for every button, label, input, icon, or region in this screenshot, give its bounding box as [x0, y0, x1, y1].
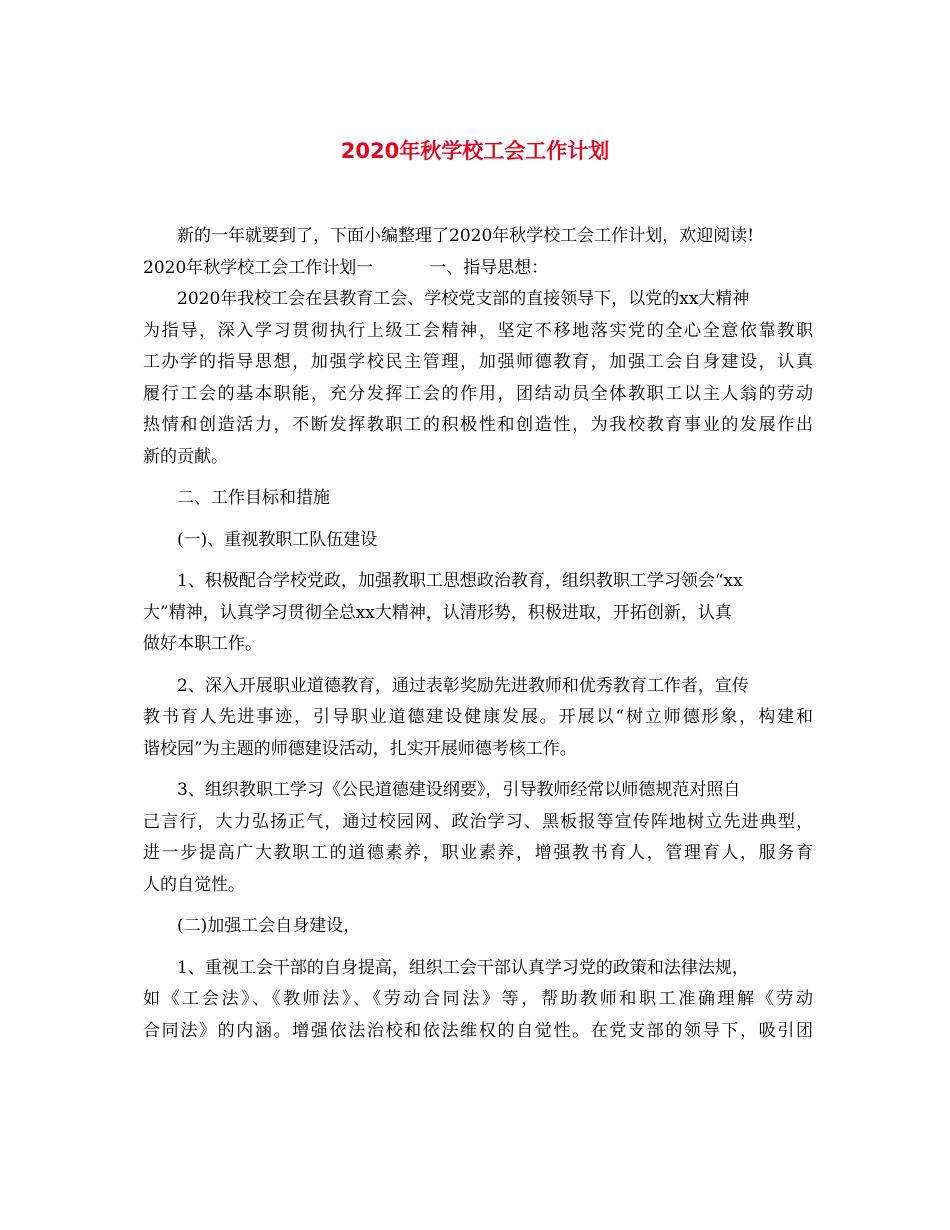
paragraph-line: 进一步提高广大教职工的道德素养，职业素养，增强教书育人，管理育人，服务育	[143, 843, 813, 863]
paragraph-line: 合同法》的内涵。增强依法治校和依法维权的自觉性。在党支部的领导下，吸引团	[143, 1020, 813, 1041]
paragraph-line: 如《工会法》、《教师法》、《劳动合同法》等，帮助教师和职工准确理解《劳动	[143, 989, 813, 1009]
paragraph-line: 3、组织教职工学习《公民道德建设纲要》，引导教师经常以师德规范对照自	[177, 780, 741, 800]
paragraph-line: 2020年我校工会在县教育工会、学校党支部的直接领导下，以党的xx大精神	[177, 289, 750, 309]
paragraph-line: 做好本职工作。	[143, 634, 262, 654]
subsection-heading: (一)、重视教职工队伍建设	[177, 529, 378, 550]
subsection-heading: (二)加强工会自身建设，	[177, 916, 361, 936]
paragraph-line: 2、深入开展职业道德教育，通过表彰奖励先进教师和优秀教育工作者，宣传	[177, 675, 749, 696]
paragraph-line: 工办学的指导思想，加强学校民主管理，加强师德教育，加强工会自身建设，认真	[143, 352, 813, 372]
paragraph-line: 1、积极配合学校党政，加强教职工思想政治教育，组织教职工学习领会“xx	[177, 571, 743, 591]
document-body	[143, 221, 813, 1047]
paragraph-line: 1、重视工会干部的自身提高，组织工会干部认真学习党的政策和法律法规，	[177, 957, 749, 978]
paragraph-line: 教书育人先进事迹，引导职业道德建设健康发展。开展以“树立师德形象，构建和	[143, 707, 813, 727]
paragraph-line: 新的一年就要到了，下面小编整理了2020年秋学校工会工作计划，欢迎阅读!	[177, 226, 755, 246]
document-title: 2020年秋学校工会工作计划	[340, 139, 610, 163]
paragraph-line: 履行工会的基本职能，充分发挥工会的作用，团结动员全体教职工以主人翁的劳动	[143, 383, 813, 404]
paragraph-line: 大”精神，认真学习贯彻全总xx大精神，认清形势，积极进取，开拓创新，认真	[143, 602, 732, 623]
paragraph-line: 人的自觉性。	[143, 874, 245, 895]
paragraph-line: 新的贡献。	[143, 446, 228, 467]
paragraph-line: 谐校园”为主题的师德建设活动，扎实开展师德考核工作。	[143, 738, 577, 759]
paragraph-line	[143, 253, 813, 285]
section-heading: 二、工作目标和措施	[177, 488, 330, 508]
paragraph-line: 为指导，深入学习贯彻执行上级工会精神，坚定不移地落实党的全心全意依靠教职	[143, 320, 813, 341]
paragraph-line: 己言行，大力弘扬正气，通过校园网、政治学习、黑板报等宣传阵地树立先进典型，	[143, 811, 813, 832]
paragraph-line: 热情和创造活力，不断发挥教职工的积极性和创造性，为我校教育事业的发展作出	[143, 415, 813, 435]
section-heading: 一、指导思想：	[429, 257, 549, 278]
plan-subtitle: 2020年秋学校工会工作计划一	[143, 257, 374, 278]
